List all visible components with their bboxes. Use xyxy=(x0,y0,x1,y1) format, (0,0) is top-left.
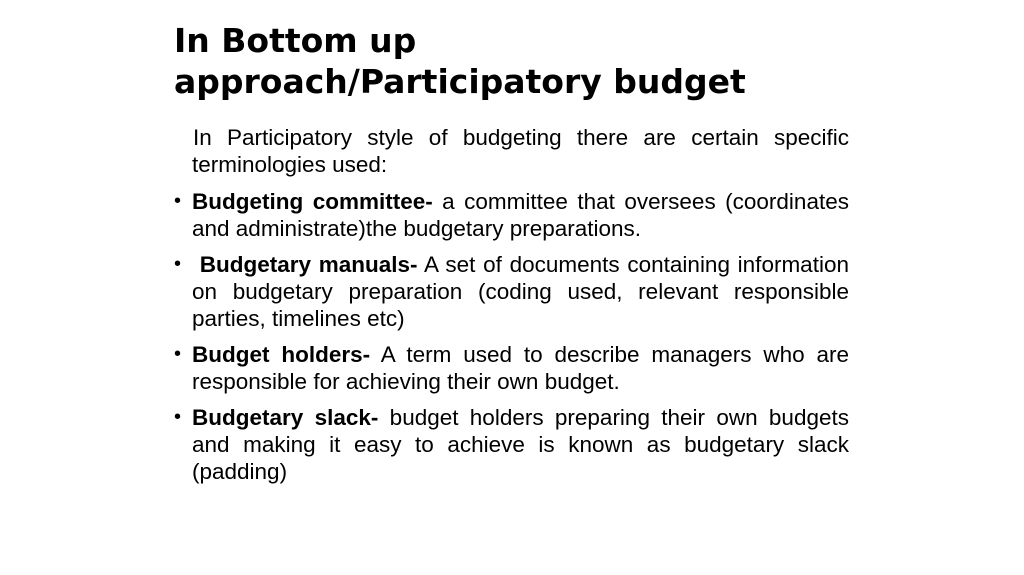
slide-body xyxy=(174,124,849,494)
bullet-budget-holders xyxy=(174,341,849,395)
bullet-term: Budget holders- xyxy=(192,342,371,367)
bullet-list xyxy=(174,188,849,485)
title-line-2: approach/Participatory budget xyxy=(174,62,746,101)
bullet-budgetary-manuals xyxy=(174,251,849,332)
bullet-term: Budgeting committee- xyxy=(192,189,433,214)
bullet-text: a committee that oversees (coordinates and administrate)the budgetary preparations. xyxy=(192,189,849,241)
bullet-icon: • xyxy=(174,406,182,428)
title-line-1: In Bottom up xyxy=(174,21,417,60)
bullet-budgeting-committee xyxy=(174,188,849,242)
intro-paragraph: In Participatory style of budgeting there are certain specific terminologies used: xyxy=(192,125,849,177)
bullet-text: A set of documents containing information on budgetary preparation (coding used, relevant responsible parties, timelines etc) xyxy=(192,252,849,331)
bullet-icon: • xyxy=(174,253,182,275)
bullet-icon: • xyxy=(174,190,182,212)
bullet-term: Budgetary slack- xyxy=(192,405,379,430)
bullet-budgetary-slack xyxy=(174,404,849,485)
bullet-term: Budgetary manuals- xyxy=(192,252,418,277)
bullet-text: budget holders preparing their own budgets and making it easy to achieve is known as budgetary slack (padding) xyxy=(192,405,849,484)
slide-title xyxy=(174,20,874,102)
bullet-text: A term used to describe managers who are responsible for achieving their own budget. xyxy=(192,342,849,394)
bullet-icon: • xyxy=(174,343,182,365)
